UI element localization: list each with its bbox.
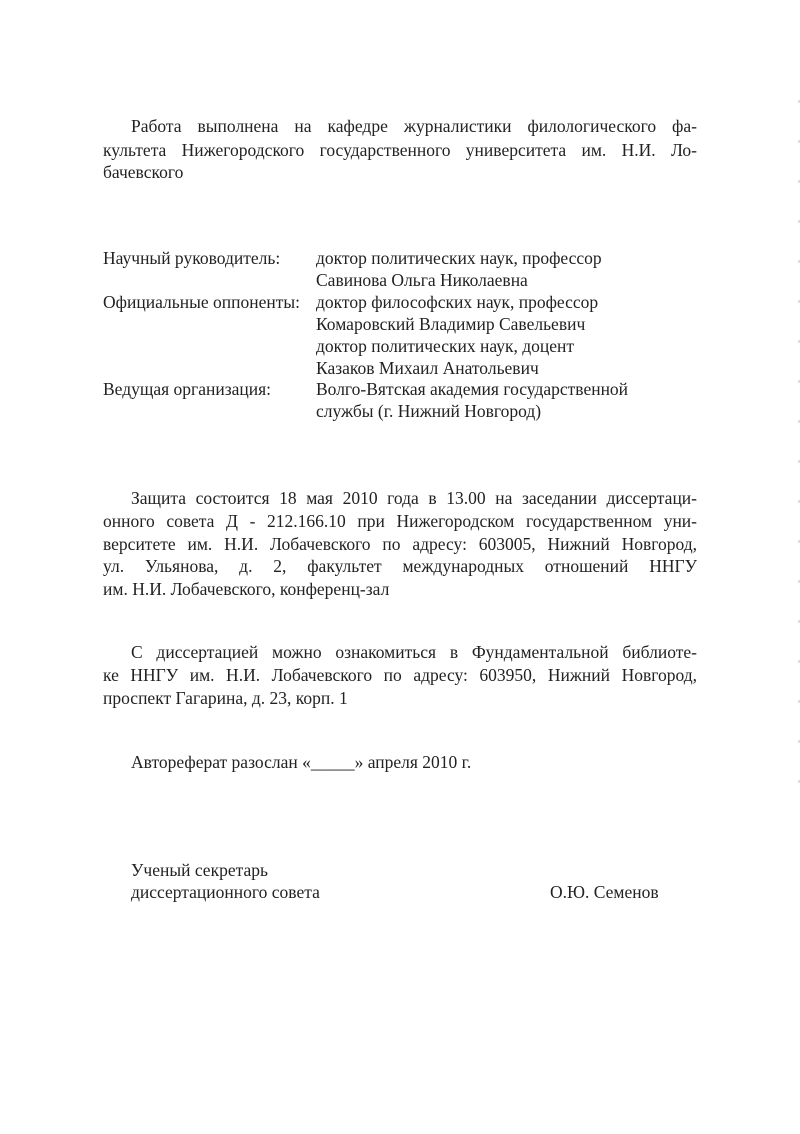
opponent-line-1: доктор философских наук, профессор xyxy=(316,292,599,312)
signature-title-line-1: Ученый секретарь xyxy=(131,860,268,880)
supervisor-line-2: Савинова Ольга Николаевна xyxy=(316,270,528,290)
mailing-date: Автореферат разослан «_____» апреля 2010 г. xyxy=(131,752,472,772)
organization-line-2: службы (г. Нижний Новгород) xyxy=(316,401,542,421)
signature-name: О.Ю. Семенов xyxy=(550,882,659,902)
intro-line-1: Работа выполнена на кафедре журналистики филологического фа- xyxy=(131,116,697,136)
opponents-label: Официальные оппоненты: xyxy=(103,292,300,312)
defense-line-3: верситете им. Н.И. Лобачевского по адресу: 603005, Нижний Новгород, xyxy=(103,534,697,554)
opponent-line-4: Казаков Михаил Анатольевич xyxy=(316,358,539,378)
library-line-2: ке ННГУ им. Н.И. Лобачевского по адресу: 603950, Нижний Новгород, xyxy=(103,665,697,685)
intro-line-3: бачевского xyxy=(103,162,184,182)
supervisor-line-1: доктор политических наук, профессор xyxy=(316,248,602,268)
opponent-line-3: доктор политических наук, доцент xyxy=(316,336,575,356)
organization-label: Ведущая организация: xyxy=(103,379,272,399)
library-line-3: проспект Гагарина, д. 23, корп. 1 xyxy=(103,688,348,708)
supervisor-label: Научный руководитель: xyxy=(103,248,281,268)
opponent-line-2: Комаровский Владимир Савельевич xyxy=(316,314,586,334)
defense-line-4: ул. Ульянова, д. 2, факультет международных отношений ННГУ xyxy=(103,556,697,576)
intro-line-2: культета Нижегородского государственного университета им. Н.И. Ло- xyxy=(103,140,697,160)
signature-title-line-2: диссертационного совета xyxy=(131,882,320,902)
organization-line-1: Волго-Вятская академия государственной xyxy=(316,379,629,399)
library-line-1: С диссертацией можно ознакомиться в Фундаментальной библиоте- xyxy=(131,642,697,662)
defense-line-1: Защита состоится 18 мая 2010 года в 13.00 на заседании диссертаци- xyxy=(131,488,697,508)
defense-line-5: им. Н.И. Лобачевского, конференц-зал xyxy=(103,579,390,599)
defense-line-2: онного совета Д - 212.166.10 при Нижегородском государственном уни- xyxy=(103,511,697,531)
